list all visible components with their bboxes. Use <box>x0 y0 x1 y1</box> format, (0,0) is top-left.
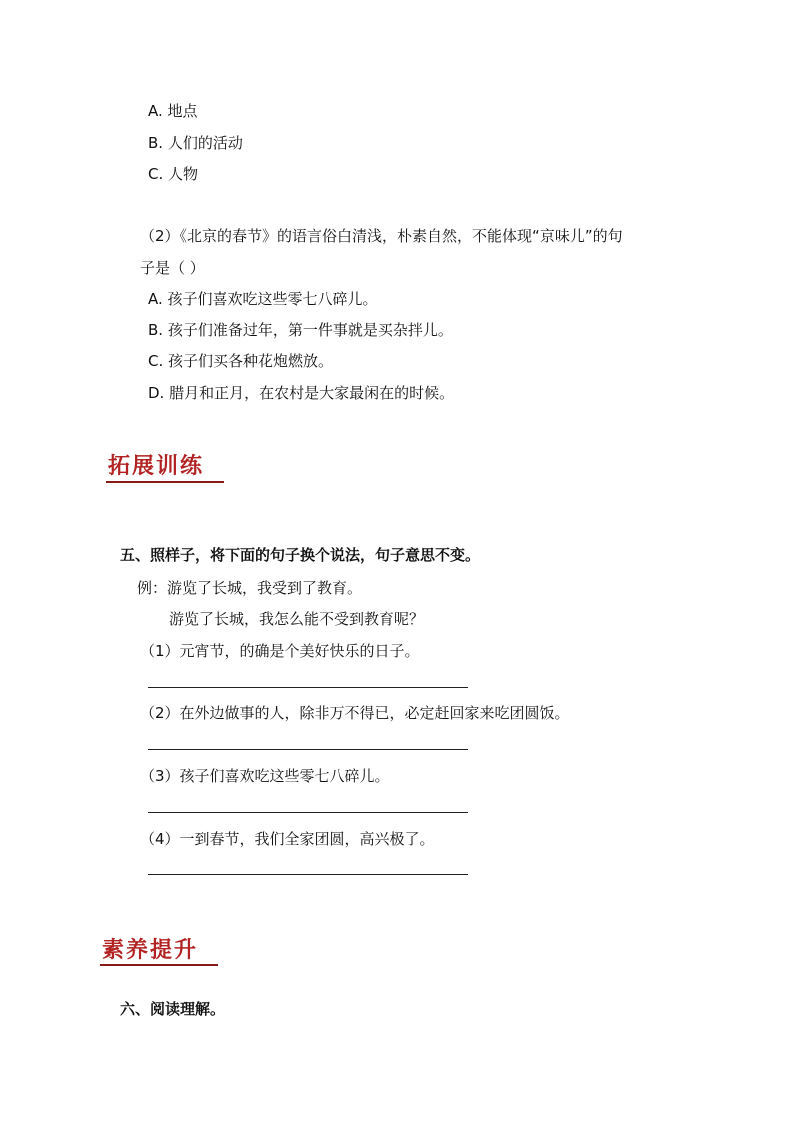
q6-title: 六、阅读理解。 <box>120 1000 226 1018</box>
answer-blank-2[interactable] <box>148 749 468 750</box>
answer-blank-1[interactable] <box>148 687 468 688</box>
q2-stem-line1: （2）《北京的春节》的语言俗白清浅，朴素自然，不能体现“京味儿”的句 <box>140 227 623 245</box>
q5-example-answer: 游览了长城，我怎么能不受到教育呢？ <box>169 610 425 628</box>
section-extend-underline <box>106 481 224 483</box>
q5-item-4: （4）一到春节，我们全家团圆，高兴极了。 <box>140 830 435 848</box>
q1-option-a: A. 地点 <box>148 102 198 120</box>
q5-item-3: （3）孩子们喜欢吃这些零七八碎儿。 <box>140 767 390 785</box>
q2-option-c: C. 孩子们买各种花炮燃放。 <box>148 352 334 370</box>
q2-option-d: D. 腊月和正月，在农村是大家最闲在的时候。 <box>148 384 455 402</box>
q2-option-b: B. 孩子们准备过年，第一件事就是买杂拌儿。 <box>148 321 453 339</box>
q5-example: 例：游览了长城，我受到了教育。 <box>137 579 363 597</box>
section-improve-underline <box>100 964 218 966</box>
q5-item-2: （2）在外边做事的人，除非万不得已，必定赶回家来吃团圆饭。 <box>140 704 570 722</box>
q2-stem-line2: 子是（ ） <box>140 259 205 277</box>
q5-title: 五、照样子，将下面的句子换个说法，句子意思不变。 <box>120 546 481 564</box>
q5-item-1: （1）元宵节，的确是个美好快乐的日子。 <box>140 642 420 660</box>
q2-option-a: A. 孩子们喜欢吃这些零七八碎儿。 <box>148 290 378 308</box>
q1-option-c: C. 人物 <box>148 165 199 183</box>
answer-blank-4[interactable] <box>148 874 468 875</box>
section-extend-title: 拓展训练 <box>108 453 205 479</box>
answer-blank-3[interactable] <box>148 812 468 813</box>
q1-option-b: B. 人们的活动 <box>148 134 243 152</box>
section-improve-title: 素养提升 <box>102 937 199 963</box>
